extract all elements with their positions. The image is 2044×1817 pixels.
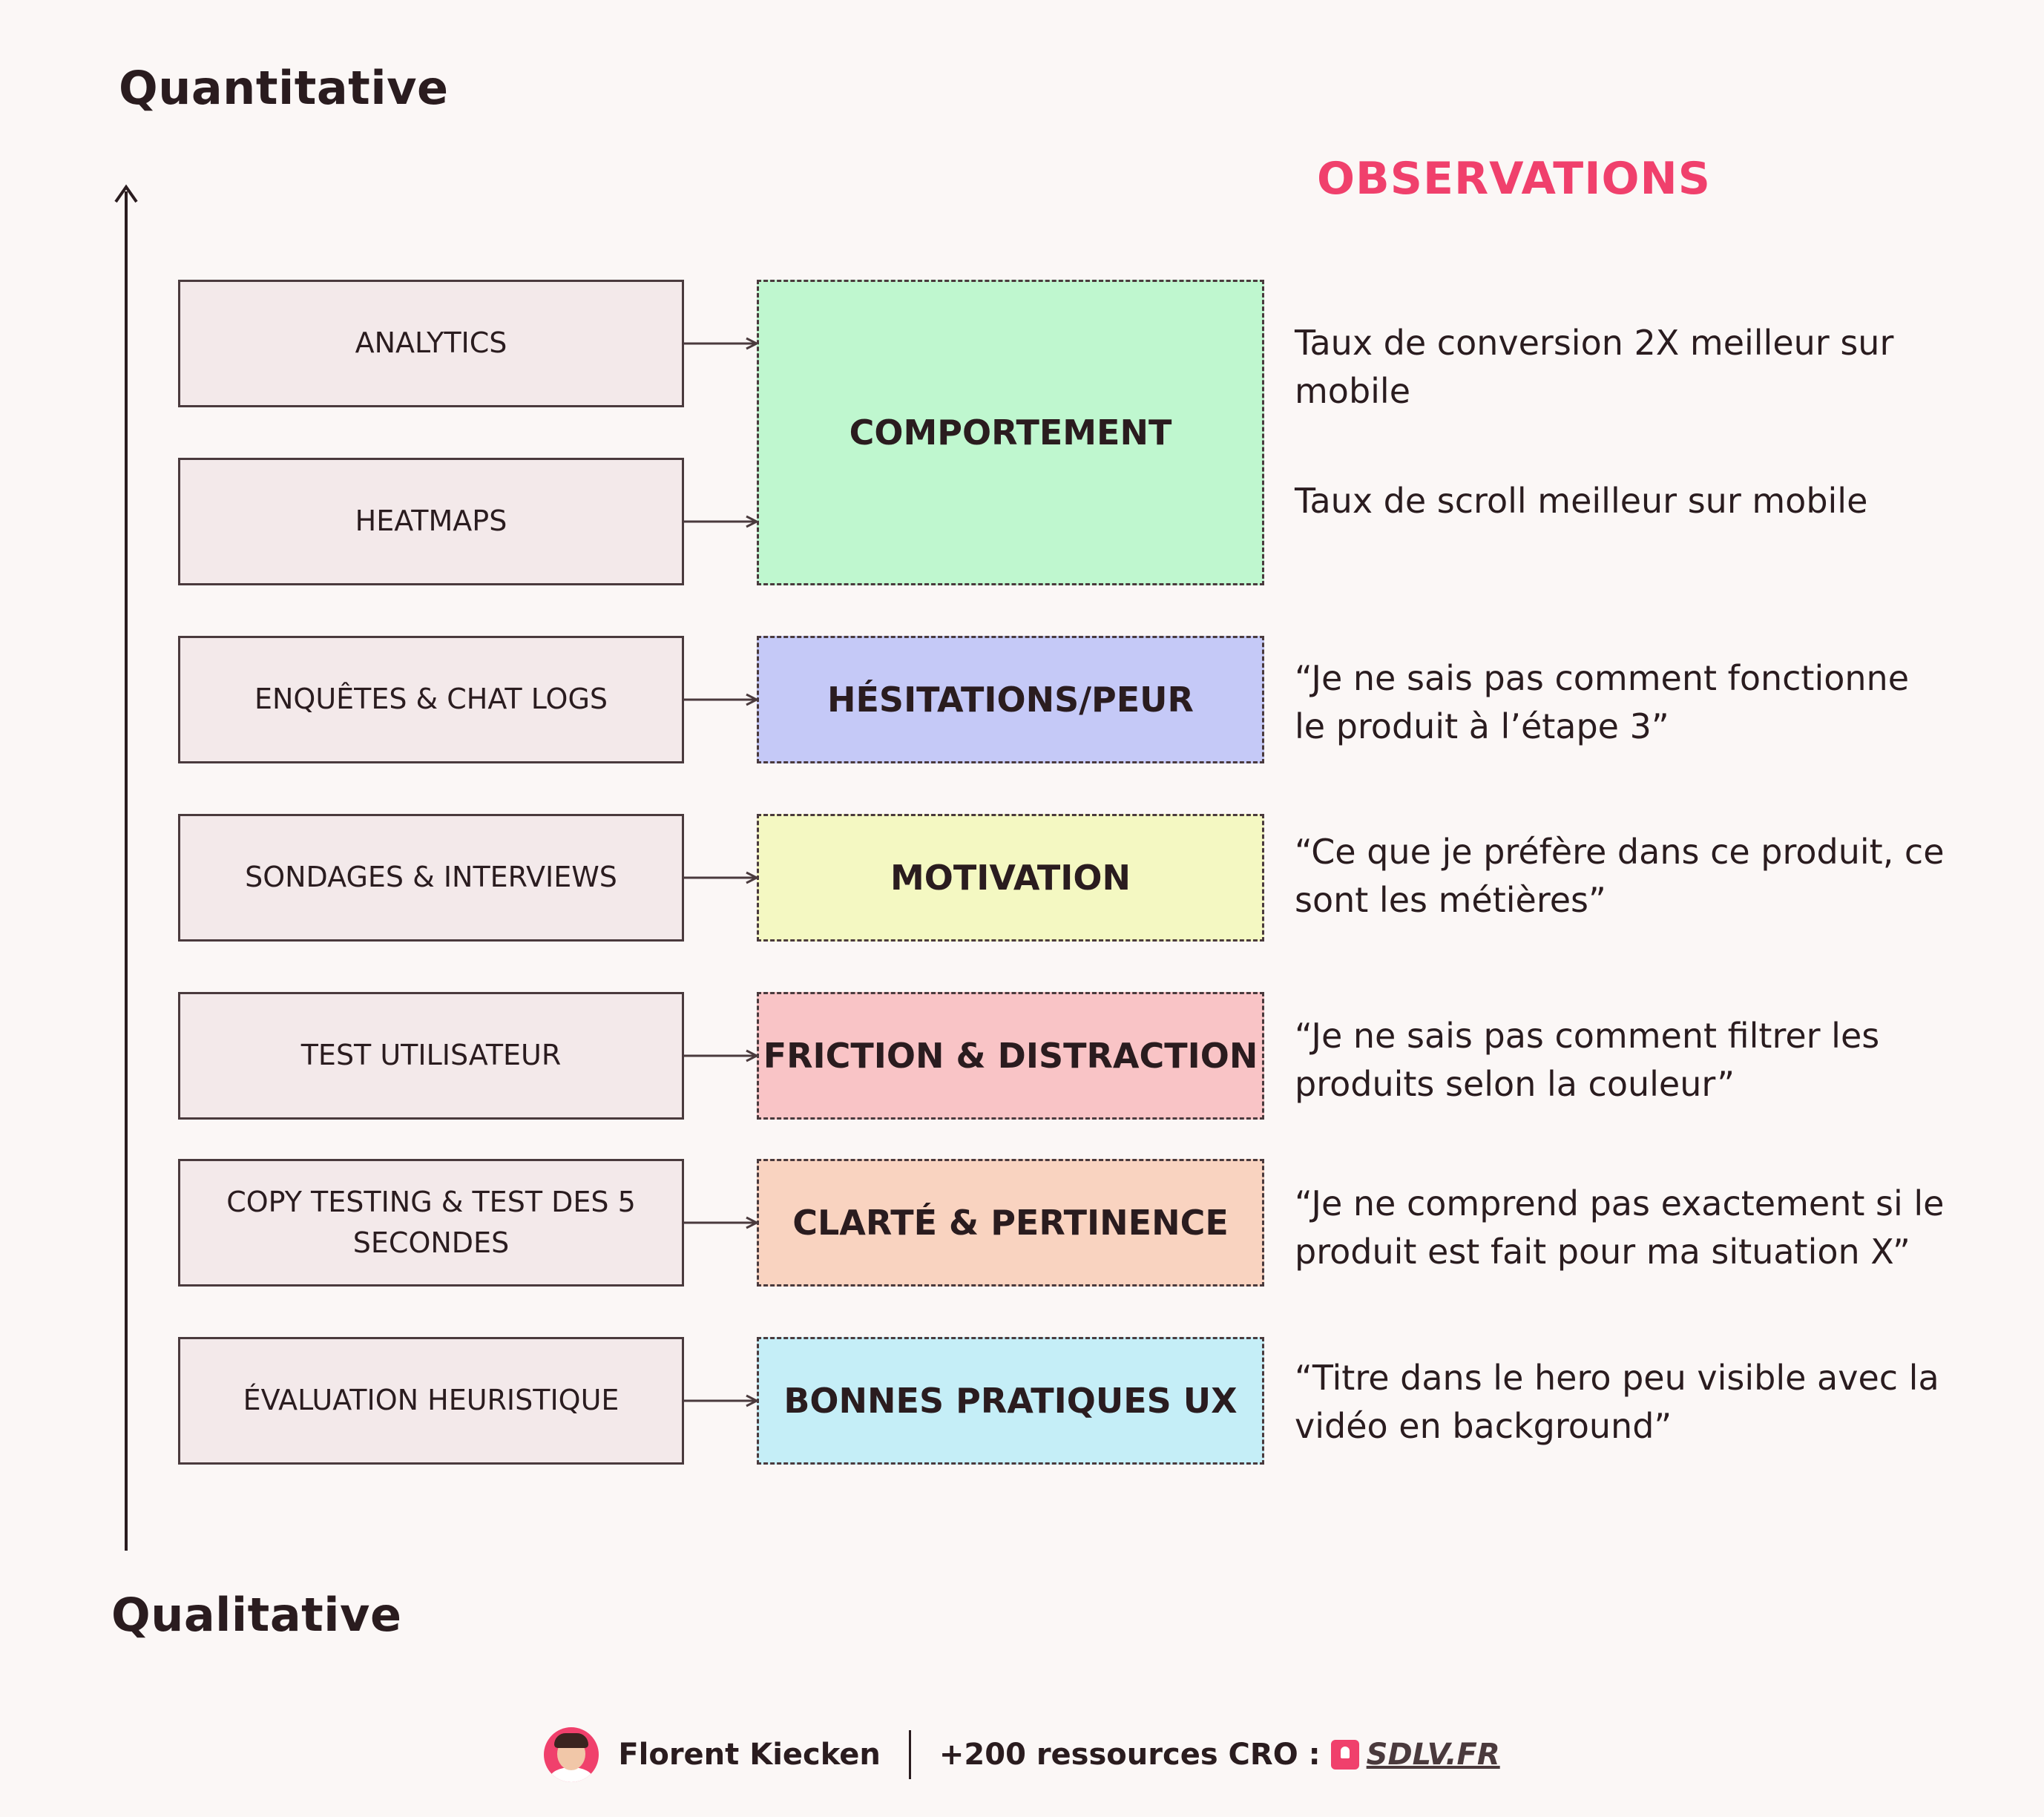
site-link[interactable]: SDLV.FR	[1366, 1738, 1500, 1772]
observation-clarte: “Je ne comprend pas exactement si le produit est fait pour ma situation X”	[1295, 1183, 1945, 1272]
category-motivation: MOTIVATION	[757, 814, 1264, 942]
observation-conversion: Taux de conversion 2X meilleur sur mobile	[1295, 323, 1894, 412]
category-bonnes-pratiques-ux: BONNES PRATIQUES UX	[757, 1337, 1264, 1465]
category-clarte-pertinence: CLARTÉ & PERTINENCE	[757, 1159, 1264, 1287]
axis-top-label: Quantitative	[119, 61, 449, 115]
footer-divider	[909, 1730, 911, 1779]
source-copy-testing: COPY TESTING & TEST DES 5 SECONDES	[178, 1159, 684, 1287]
observation-friction: “Je ne sais pas comment filtrer les produits selon la couleur”	[1295, 1016, 1880, 1105]
source-enquetes-chat-logs: ENQUÊTES & CHAT LOGS	[178, 636, 684, 763]
footer	[0, 1721, 2044, 1788]
source-test-utilisateur: TEST UTILISATEUR	[178, 992, 684, 1120]
category-friction-distraction: FRICTION & DISTRACTION	[757, 992, 1264, 1120]
avatar	[544, 1727, 599, 1782]
source-evaluation-heuristique: ÉVALUATION HEURISTIQUE	[178, 1337, 684, 1465]
category-hesitations-peur: HÉSITATIONS/PEUR	[757, 636, 1264, 763]
observation-hesitation: “Je ne sais pas comment fonctionne le produit à l’étape 3”	[1295, 658, 1909, 747]
axis-bottom-label: Qualitative	[111, 1588, 402, 1642]
resources-label: +200 ressources CRO :	[939, 1738, 1321, 1772]
sdlv-logo-icon	[1331, 1740, 1359, 1770]
observations-title: OBSERVATIONS	[1317, 153, 1711, 205]
category-comportement: COMPORTEMENT	[757, 280, 1264, 585]
source-heatmaps: HEATMAPS	[178, 458, 684, 585]
author-name: Florent Kiecken	[618, 1738, 881, 1772]
source-sondages-interviews: SONDAGES & INTERVIEWS	[178, 814, 684, 942]
source-analytics: ANALYTICS	[178, 280, 684, 407]
observation-motivation: “Ce que je préfère dans ce produit, ce sont les métières”	[1295, 832, 1945, 921]
observation-scroll: Taux de scroll meilleur sur mobile	[1295, 481, 1868, 521]
observation-ux: “Titre dans le hero peu visible avec la vidéo en background”	[1295, 1358, 1939, 1447]
